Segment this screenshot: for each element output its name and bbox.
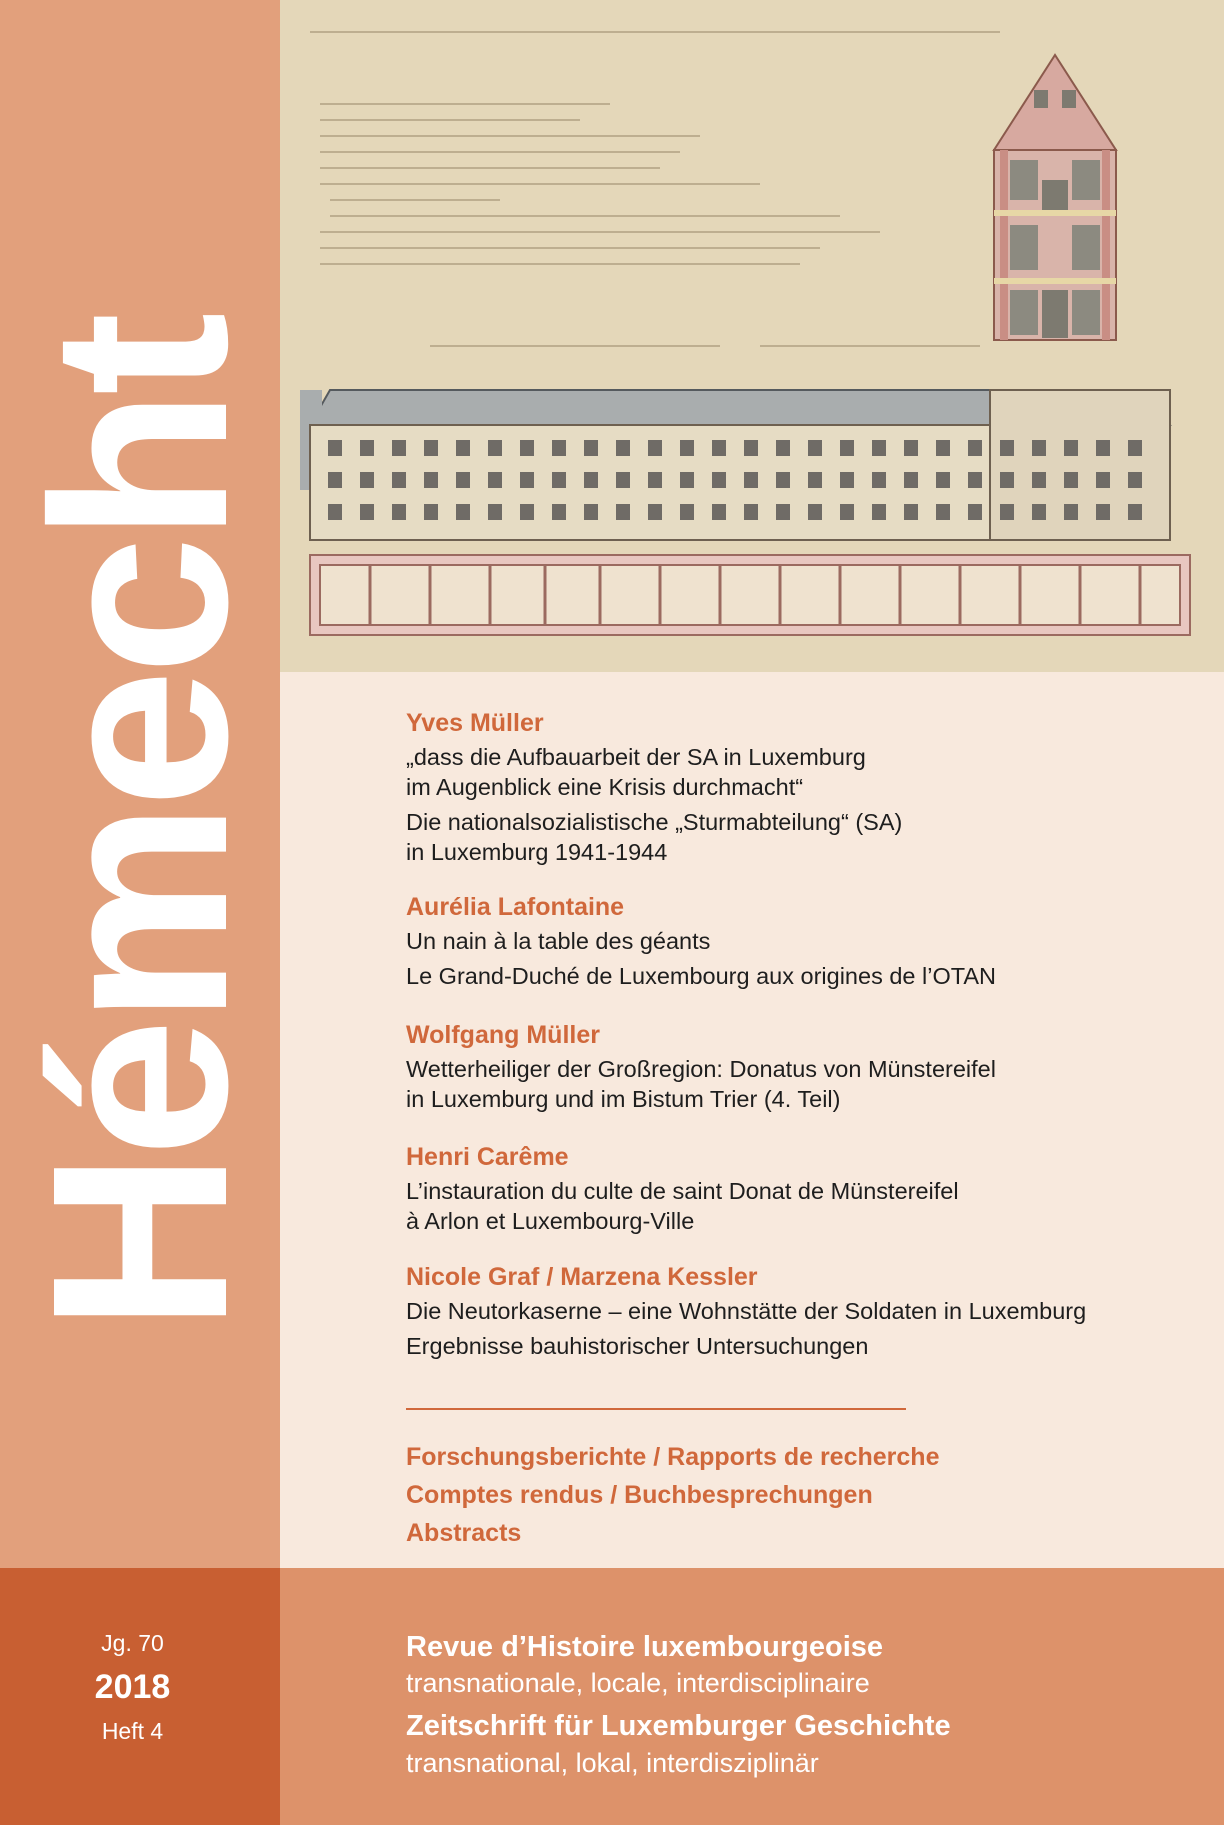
title-area xyxy=(0,0,280,1568)
cover-illustration xyxy=(280,0,1224,672)
journal-subtitle-panel xyxy=(280,1568,1224,1825)
article-subtitle-line: Ergebnisse bauhistorischer Untersuchungen xyxy=(406,1333,869,1359)
barracks-drawing xyxy=(280,0,1224,672)
article-entry xyxy=(406,1142,1206,1236)
article-entry xyxy=(406,1262,1206,1361)
article-author: Yves Müller xyxy=(406,709,544,737)
article-entry xyxy=(406,892,1206,991)
issue-info-panel xyxy=(0,1568,280,1825)
volume-label: Jg. 70 xyxy=(101,1630,164,1656)
issue-year: 2018 xyxy=(94,1668,171,1706)
journal-title: Hémecht xyxy=(0,318,279,1332)
article-subtitle-line: Die nationalsozialistische „Sturmabteilung“ (SA) xyxy=(406,809,903,835)
article-author: Nicole Graf / Marzena Kessler xyxy=(406,1263,758,1291)
article-author: Wolfgang Müller xyxy=(406,1021,600,1049)
article-title-line: Wetterheiliger der Großregion: Donatus von Münstereifel xyxy=(406,1056,996,1082)
article-subtitle-line: in Luxemburg 1941-1944 xyxy=(406,839,668,865)
table-of-contents xyxy=(280,672,1224,1568)
article-title-line: in Luxemburg und im Bistum Trier (4. Teil) xyxy=(406,1086,841,1112)
section-divider xyxy=(406,1408,906,1410)
french-subtitle: transnationale, locale, interdisciplinaire xyxy=(406,1668,870,1698)
issue-number: Heft 4 xyxy=(101,1718,164,1744)
article-author: Aurélia Lafontaine xyxy=(406,893,625,921)
article-author: Henri Carême xyxy=(406,1143,569,1171)
article-title-line: à Arlon et Luxembourg-Ville xyxy=(406,1208,695,1234)
section-list xyxy=(406,1438,939,1552)
section-heading: Abstracts xyxy=(406,1519,522,1547)
article-title-line: „dass die Aufbauarbeit der SA in Luxemburg xyxy=(406,744,866,770)
french-title: Revue d’Histoire luxembourgeoise xyxy=(406,1631,884,1663)
article-subtitle-line: Le Grand-Duché de Luxembourg aux origines de l’OTAN xyxy=(406,963,996,989)
article-title-line: Un nain à la table des géants xyxy=(406,928,711,954)
section-heading: Comptes rendus / Buchbesprechungen xyxy=(406,1481,873,1509)
german-title: Zeitschrift für Luxemburger Geschichte xyxy=(406,1710,951,1742)
article-entry xyxy=(406,708,1206,867)
article-title-line: im Augenblick eine Krisis durchmacht“ xyxy=(406,774,804,800)
article-entry xyxy=(406,1020,1206,1114)
german-subtitle: transnational, lokal, interdisziplinär xyxy=(406,1748,819,1778)
article-title-line: L’instauration du culte de saint Donat de Münstereifel xyxy=(406,1178,959,1204)
section-heading: Forschungsberichte / Rapports de recherche xyxy=(406,1443,940,1471)
article-title-line: Die Neutorkaserne – eine Wohnstätte der Soldaten in Luxemburg xyxy=(406,1298,1087,1324)
